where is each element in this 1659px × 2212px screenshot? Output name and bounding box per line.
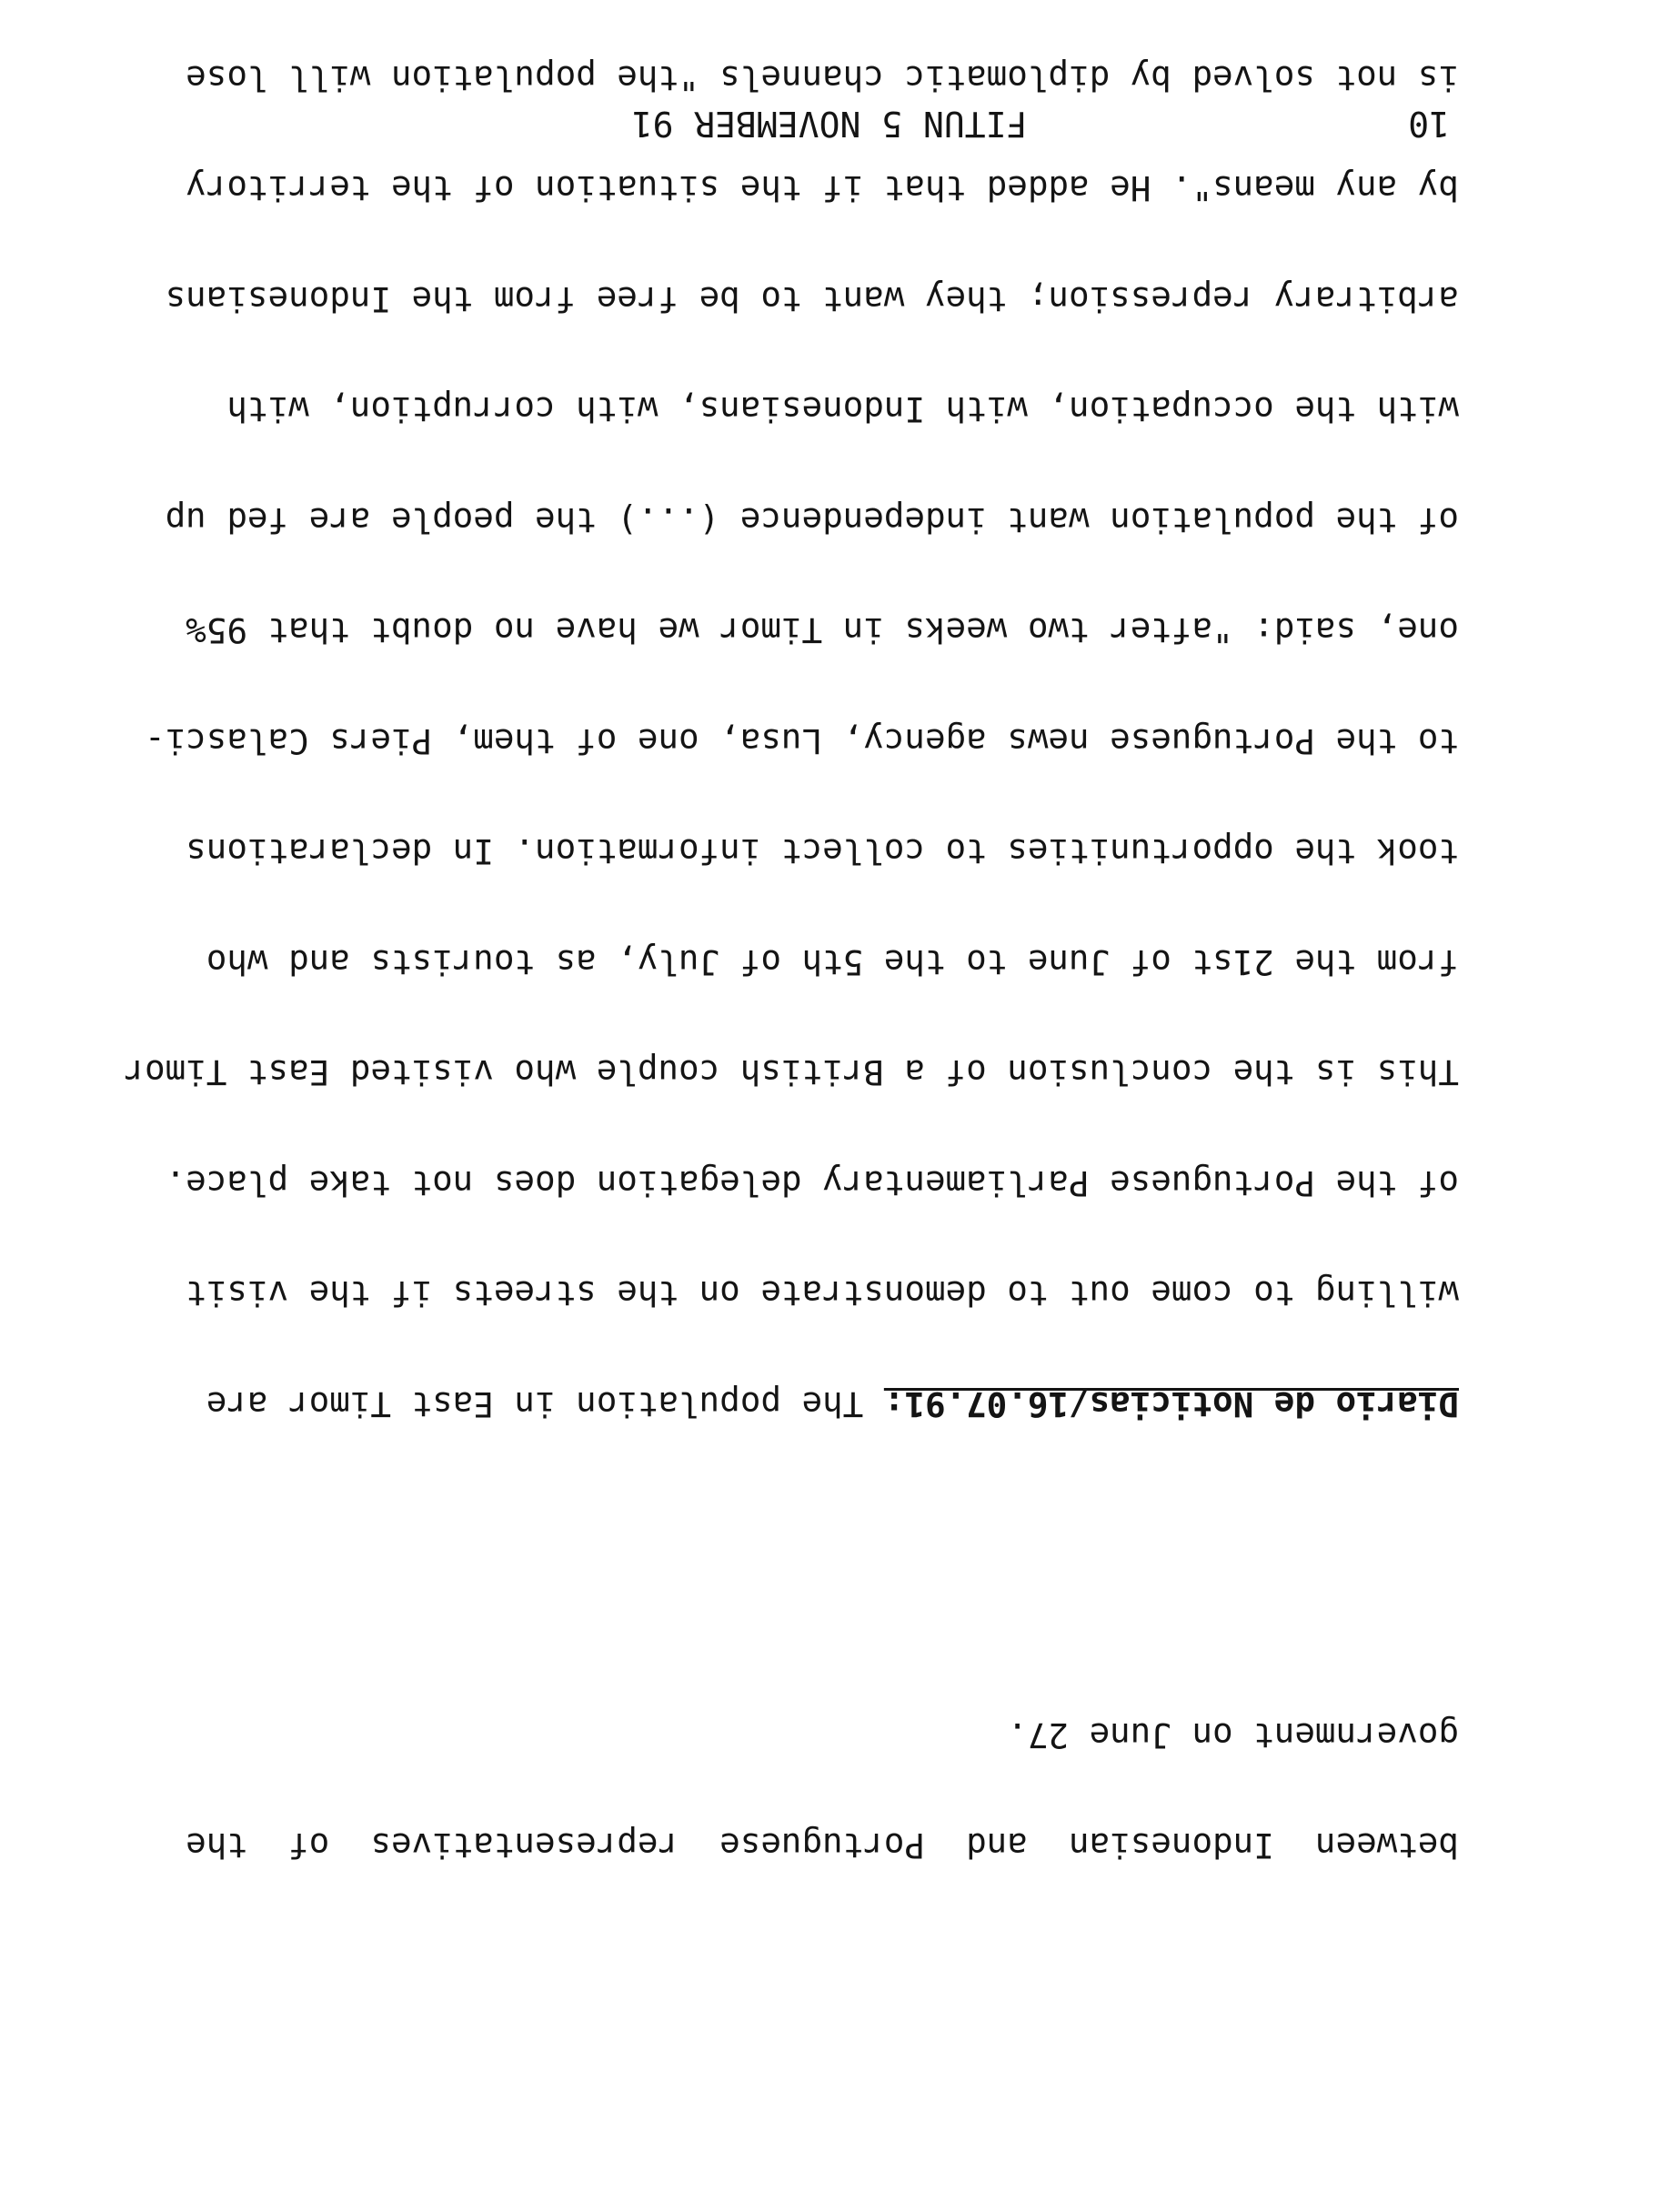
text-line: government on June 27. — [1007, 1715, 1459, 1755]
paragraph-dn-16-07-91 — [124, 0, 1459, 1496]
text-line: one, said: "after two weeks in Timor we have no doubt that 95% — [186, 610, 1459, 651]
text-line: between Indonesian and Portuguese representatives of the — [186, 1825, 1459, 1866]
text-line: with the occupation, with Indonesians, with corruption, with — [226, 389, 1459, 430]
text-line: of the population want independence (...) the people are fed up — [165, 500, 1459, 540]
text-line: took the opportunities to collect information. In declarations — [186, 831, 1459, 872]
paragraph-government-meeting — [186, 1644, 1459, 1938]
text-line: arbitrary repression; they want to be free from the Indonesians — [165, 279, 1459, 319]
text-line: by any means". He added that if the situation of the territory — [186, 168, 1459, 209]
newsletter-title: FITUN 5 NOVEMBER 91 — [631, 104, 1028, 144]
text-line: This is the conclusion of a British couple who visited East Timor — [124, 1052, 1459, 1093]
text-line: willing to come out to demonstrate on the streets if the visit — [186, 1273, 1459, 1314]
text-line: from the 21st of June to the 5th of July, as tourists and who — [206, 942, 1459, 982]
text-line: to the Portuguese news agency, Lusa, one of them, Piers Calasci- — [145, 721, 1459, 761]
text-line: of the Portuguese Parliamentary delegation does not take place. — [165, 1163, 1459, 1203]
page-number: 10 — [1408, 104, 1450, 144]
source-citation: Diario de Noticias/16.07.91: — [883, 1384, 1459, 1424]
article-body — [124, 0, 1459, 2048]
text-line: Diario de Noticias/16.07.91: The population in East Timor are — [206, 1384, 1459, 1424]
text-line: is not solved by diplomatic channels "the population will lose — [186, 58, 1459, 98]
